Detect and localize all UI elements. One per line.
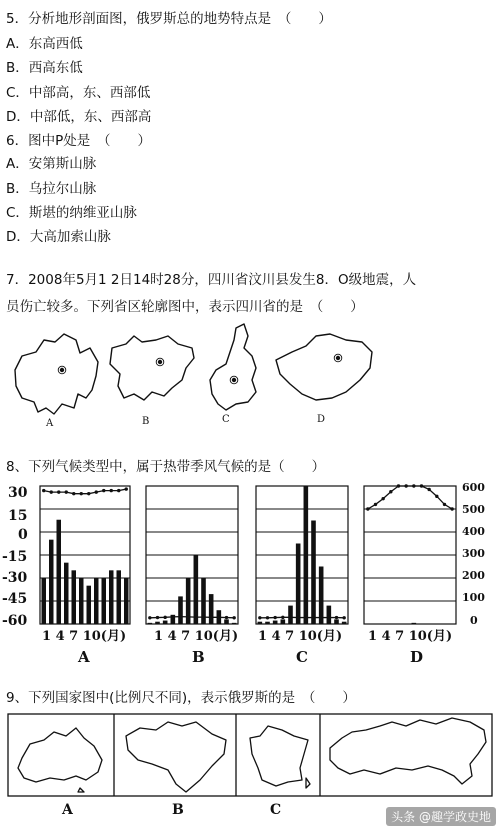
temperature-point-a-11 <box>117 489 120 492</box>
bar-a-8 <box>94 578 99 624</box>
temperature-point-d-12 <box>450 507 453 510</box>
temperature-point-c-6 <box>296 616 299 619</box>
q5-option-a: A．东高西低 <box>6 36 83 52</box>
temperature-line-b <box>150 617 234 618</box>
temperature-point-b-9 <box>209 616 212 619</box>
province-label-c: C <box>222 414 230 425</box>
country-label-b: B <box>172 802 184 818</box>
bar-a-7 <box>87 586 92 624</box>
bar-a-4 <box>64 563 69 624</box>
q5-option-d: D．中部低，东、西部高 <box>6 109 152 125</box>
bar-a-6 <box>79 578 84 624</box>
temperature-point-c-3 <box>273 616 276 619</box>
temperature-point-a-9 <box>102 489 105 492</box>
bar-a-9 <box>102 578 107 624</box>
temperature-point-a-10 <box>110 489 113 492</box>
q8-stem: 8、下列气候类型中，属于热带季风气候的是（ ） <box>6 459 326 475</box>
temperature-point-b-11 <box>225 616 228 619</box>
temperature-point-a-12 <box>125 487 128 490</box>
months-d: 1 4 7 10(月) <box>368 629 453 644</box>
temperature-point-b-7 <box>194 615 197 618</box>
temperature-point-a-6 <box>80 492 83 495</box>
temperature-point-c-9 <box>319 616 322 619</box>
province-outline-maps <box>0 318 504 430</box>
bar-a-12 <box>124 578 129 624</box>
bar-a-11 <box>117 570 122 624</box>
right-tick-5: 100 <box>462 591 485 604</box>
bar-c-2 <box>265 622 270 624</box>
temperature-point-b-12 <box>232 616 235 619</box>
temperature-point-a-2 <box>50 490 53 493</box>
months-a: 1 4 7 10(月) <box>42 629 127 644</box>
temperature-point-d-8 <box>420 484 423 487</box>
temperature-point-d-2 <box>374 503 377 506</box>
temperature-point-d-10 <box>435 495 438 498</box>
temperature-point-c-2 <box>266 616 269 619</box>
temperature-point-d-5 <box>397 484 400 487</box>
q6-option-b: B．乌拉尔山脉 <box>6 181 97 197</box>
temperature-point-d-1 <box>366 507 369 510</box>
temperature-point-b-5 <box>179 615 182 618</box>
temperature-point-b-6 <box>186 615 189 618</box>
temperature-point-c-5 <box>289 616 292 619</box>
temperature-point-a-7 <box>87 492 90 495</box>
bar-b-5 <box>178 596 183 624</box>
province-label-a: A <box>46 418 54 429</box>
bar-c-1 <box>258 622 263 624</box>
climate-charts <box>0 478 504 668</box>
bar-d-7 <box>412 623 417 624</box>
bar-b-9 <box>209 594 214 624</box>
right-tick-1: 500 <box>462 503 485 516</box>
bar-c-12 <box>342 622 347 624</box>
temperature-point-d-11 <box>443 503 446 506</box>
bar-b-1 <box>148 623 153 624</box>
province-map-d <box>276 334 372 400</box>
chart-label-c: C <box>296 648 308 666</box>
temperature-point-d-9 <box>427 488 430 491</box>
bar-c-4 <box>281 619 286 624</box>
bar-c-3 <box>273 621 278 624</box>
province-map-c <box>210 324 256 410</box>
left-tick-4: -30 <box>2 570 28 586</box>
chart-label-b: B <box>192 648 205 666</box>
temperature-point-d-4 <box>389 490 392 493</box>
left-tick-0: 30 <box>8 485 28 501</box>
left-tick-6: -60 <box>2 613 28 629</box>
right-tick-3: 300 <box>462 547 485 560</box>
country-map-b <box>126 722 226 792</box>
province-map-b <box>110 336 194 400</box>
temperature-point-b-4 <box>171 615 174 618</box>
watermark: 头条 @趣学政史地 <box>386 807 496 826</box>
bar-a-5 <box>72 570 77 624</box>
bar-b-12 <box>232 623 237 624</box>
temperature-point-a-5 <box>72 492 75 495</box>
temperature-point-c-11 <box>335 616 338 619</box>
temperature-line-a <box>44 489 127 494</box>
bar-a-1 <box>42 578 47 624</box>
bar-a-3 <box>57 520 62 624</box>
country-label-c: C <box>270 802 282 818</box>
country-map-a <box>18 728 102 792</box>
temperature-point-c-1 <box>258 616 261 619</box>
temperature-point-c-8 <box>312 616 315 619</box>
temperature-point-a-3 <box>57 490 60 493</box>
q7-stem-line2: 员伤亡较多。下列省区轮廓图中，表示四川省的是 （ ） <box>6 299 364 315</box>
temperature-point-c-12 <box>342 616 345 619</box>
right-tick-6: 0 <box>470 614 478 627</box>
bar-c-6 <box>296 544 301 625</box>
province-label-b: B <box>142 416 150 427</box>
temperature-point-d-6 <box>404 484 407 487</box>
temperature-point-d-7 <box>412 484 415 487</box>
bar-b-3 <box>163 621 168 624</box>
chart-label-d: D <box>410 648 424 666</box>
country-maps-frame <box>8 714 492 796</box>
temperature-point-b-1 <box>148 616 151 619</box>
temperature-point-a-4 <box>65 490 68 493</box>
right-tick-2: 400 <box>462 525 485 538</box>
temperature-point-b-3 <box>163 616 166 619</box>
bar-c-11 <box>334 619 339 624</box>
bar-c-8 <box>311 521 316 625</box>
bar-b-7 <box>194 555 199 624</box>
bar-c-9 <box>319 567 324 625</box>
temperature-point-b-8 <box>202 615 205 618</box>
left-tick-1: 15 <box>8 508 28 524</box>
q9-stem: 9、下列国家图中(比例尺不同)，表示俄罗斯的是 （ ） <box>6 690 356 706</box>
bar-c-10 <box>327 606 332 624</box>
left-tick-2: 0 <box>18 527 28 543</box>
temperature-point-c-10 <box>327 616 330 619</box>
province-label-d: D <box>317 414 326 425</box>
q5-stem: 5．分析地形剖面图，俄罗斯总的地势特点是 （ ） <box>6 11 332 27</box>
province-map-a <box>15 334 98 414</box>
temperature-point-d-3 <box>381 497 384 500</box>
left-tick-5: -45 <box>2 591 28 607</box>
bar-b-2 <box>155 622 160 624</box>
months-b: 1 4 7 10(月) <box>154 629 239 644</box>
temperature-point-b-2 <box>156 616 159 619</box>
chart-label-a: A <box>78 648 90 666</box>
country-map-d <box>330 718 486 784</box>
right-tick-0: 600 <box>462 481 485 494</box>
temperature-point-b-10 <box>217 616 220 619</box>
temperature-point-a-8 <box>95 490 98 493</box>
q7-stem-line1: 7．2008年5月1 2日14时28分，四川省汶川县发生8．O级地震，人 <box>6 272 417 288</box>
country-map-c <box>250 726 310 788</box>
temperature-point-a-1 <box>42 489 45 492</box>
q5-option-c: C．中部高，东、西部低 <box>6 85 151 101</box>
right-tick-4: 200 <box>462 569 485 582</box>
bar-c-5 <box>288 606 293 624</box>
bar-b-11 <box>224 619 229 624</box>
q6-option-a: A．安第斯山脉 <box>6 156 97 172</box>
temperature-point-c-4 <box>281 616 284 619</box>
bar-a-10 <box>109 570 114 624</box>
bar-a-2 <box>49 540 54 624</box>
temperature-line-d <box>368 486 452 509</box>
q6-option-d: D．大高加索山脉 <box>6 229 111 245</box>
bar-c-7 <box>304 486 309 624</box>
q5-option-b: B．西高东低 <box>6 60 83 76</box>
q6-option-c: C．斯堪的纳维亚山脉 <box>6 205 137 221</box>
temperature-point-c-7 <box>304 616 307 619</box>
months-c: 1 4 7 10(月) <box>258 629 343 644</box>
country-label-a: A <box>62 802 73 818</box>
q6-stem: 6．图中P处是 （ ） <box>6 133 151 149</box>
left-tick-3: -15 <box>2 549 28 565</box>
